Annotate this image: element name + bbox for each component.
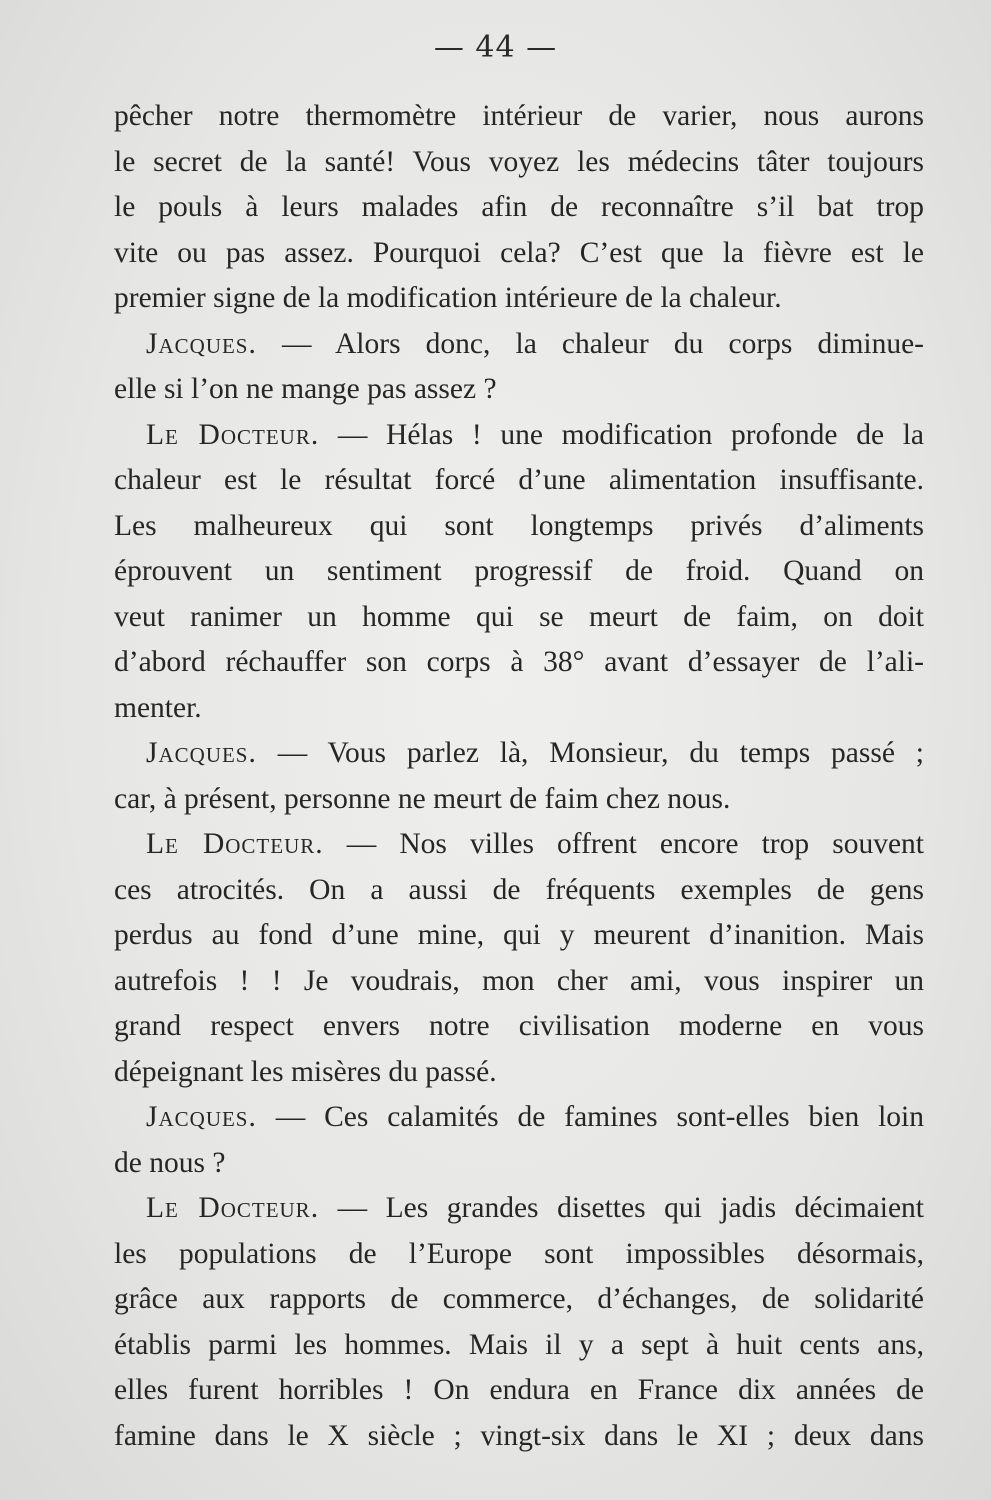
line-text: pêcher notre thermomètre intérieur de varier, nous aurons — [114, 100, 924, 132]
line-text: elles furent horribles ! On endura en France dix années de — [114, 1374, 924, 1406]
text-line — [114, 1232, 924, 1278]
line-text: établis parmi les hommes. Mais il y a sept à huit cents ans, — [114, 1328, 924, 1361]
text-line — [114, 1368, 924, 1414]
line-text: perdus au fond d’une mine, qui y meurent d’inanition. Mais — [114, 919, 924, 951]
line-text: car, à présent, personne ne meurt de faim chez nous. — [114, 782, 731, 815]
line-text: — Alors donc, la chaleur du corps diminue- — [256, 327, 924, 360]
text-line — [114, 1004, 924, 1050]
line-text: premier signe de la modification intérieure de la chaleur. — [114, 282, 782, 314]
line-text: d’abord réchauffer son corps à 38° avant d’essayer de l’ali- — [114, 646, 924, 678]
page-number: — 44 — — [433, 30, 558, 65]
dialogue-line — [114, 322, 924, 368]
dialogue-line — [114, 731, 924, 777]
text-line — [114, 94, 924, 140]
dialogue-line — [114, 822, 924, 868]
text-line — [114, 504, 924, 550]
line-text: — Vous parlez là, Monsieur, du temps passé ; — [256, 737, 924, 769]
text-line — [114, 913, 924, 959]
speaker-name: Le Docteur. — [146, 828, 324, 860]
line-text: vite ou pas assez. Pourquoi cela? C’est que la fièvre est le — [114, 236, 924, 269]
speaker-name: Jacques. — [146, 1101, 257, 1133]
text-line — [114, 1323, 924, 1369]
text-line — [114, 640, 924, 686]
text-line — [114, 1141, 924, 1187]
line-text: — Ces calamités de famines sont-elles bien loin — [256, 1101, 924, 1133]
dialogue-line — [114, 413, 924, 459]
text-line — [114, 1277, 924, 1323]
line-text: les populations de l’Europe sont impossibles désormais, — [114, 1237, 924, 1270]
text-line — [114, 185, 924, 231]
text-line — [114, 367, 924, 413]
text-line — [114, 959, 924, 1005]
line-text: le secret de la santé! Vous voyez les médecins tâter toujours — [114, 145, 924, 178]
line-text: autrefois ! ! Je voudrais, mon cher ami, vous inspirer un — [114, 964, 924, 997]
line-text: éprouvent un sentiment progressif de froid. Quand on — [114, 555, 924, 587]
line-text: dépeignant les misères du passé. — [114, 1055, 497, 1088]
dialogue-line — [114, 1095, 924, 1141]
text-line — [114, 686, 924, 732]
text-line — [114, 868, 924, 914]
line-text: le pouls à leurs malades afin de reconnaître s’il bat trop — [114, 191, 924, 223]
dialogue-line — [114, 1186, 924, 1232]
text-line — [114, 276, 924, 322]
text-line — [114, 1414, 924, 1460]
line-text: veut ranimer un homme qui se meurt de faim, on doit — [114, 600, 924, 633]
line-text: menter. — [114, 691, 202, 724]
line-text: de nous ? — [114, 1146, 226, 1179]
text-line — [114, 140, 924, 186]
line-text: famine dans le X siècle ; vingt-six dans le XI ; deux dans — [114, 1419, 924, 1452]
line-text: grand respect envers notre civilisation moderne en vous — [114, 1010, 924, 1042]
speaker-name: Le Docteur. — [146, 418, 320, 451]
text-line — [114, 549, 924, 595]
text-line — [114, 1050, 924, 1096]
line-text: ces atrocités. On a aussi de fréquents exemples de gens — [114, 873, 924, 906]
speaker-name: Jacques. — [146, 737, 257, 769]
line-text: grâce aux rapports de commerce, d’échanges, de solidarité — [114, 1283, 924, 1315]
speaker-name: Jacques. — [146, 327, 257, 360]
line-text: — Hélas ! une modification profonde de la — [319, 418, 924, 451]
line-text: elle si l’on ne mange pas assez ? — [114, 373, 497, 405]
text-line — [114, 777, 924, 823]
speaker-name: Le Docteur. — [146, 1192, 320, 1224]
text-line — [114, 231, 924, 277]
text-line — [114, 458, 924, 504]
line-text: — Nos villes offrent encore trop souvent — [323, 828, 924, 860]
line-text: chaleur est le résultat forcé d’une alimentation insuffisante. — [114, 464, 924, 496]
line-text: Les malheureux qui sont longtemps privés d’aliments — [114, 509, 924, 542]
line-text: — Les grandes disettes qui jadis décimaient — [319, 1192, 924, 1224]
body-text — [114, 94, 924, 1459]
text-line — [114, 595, 924, 641]
